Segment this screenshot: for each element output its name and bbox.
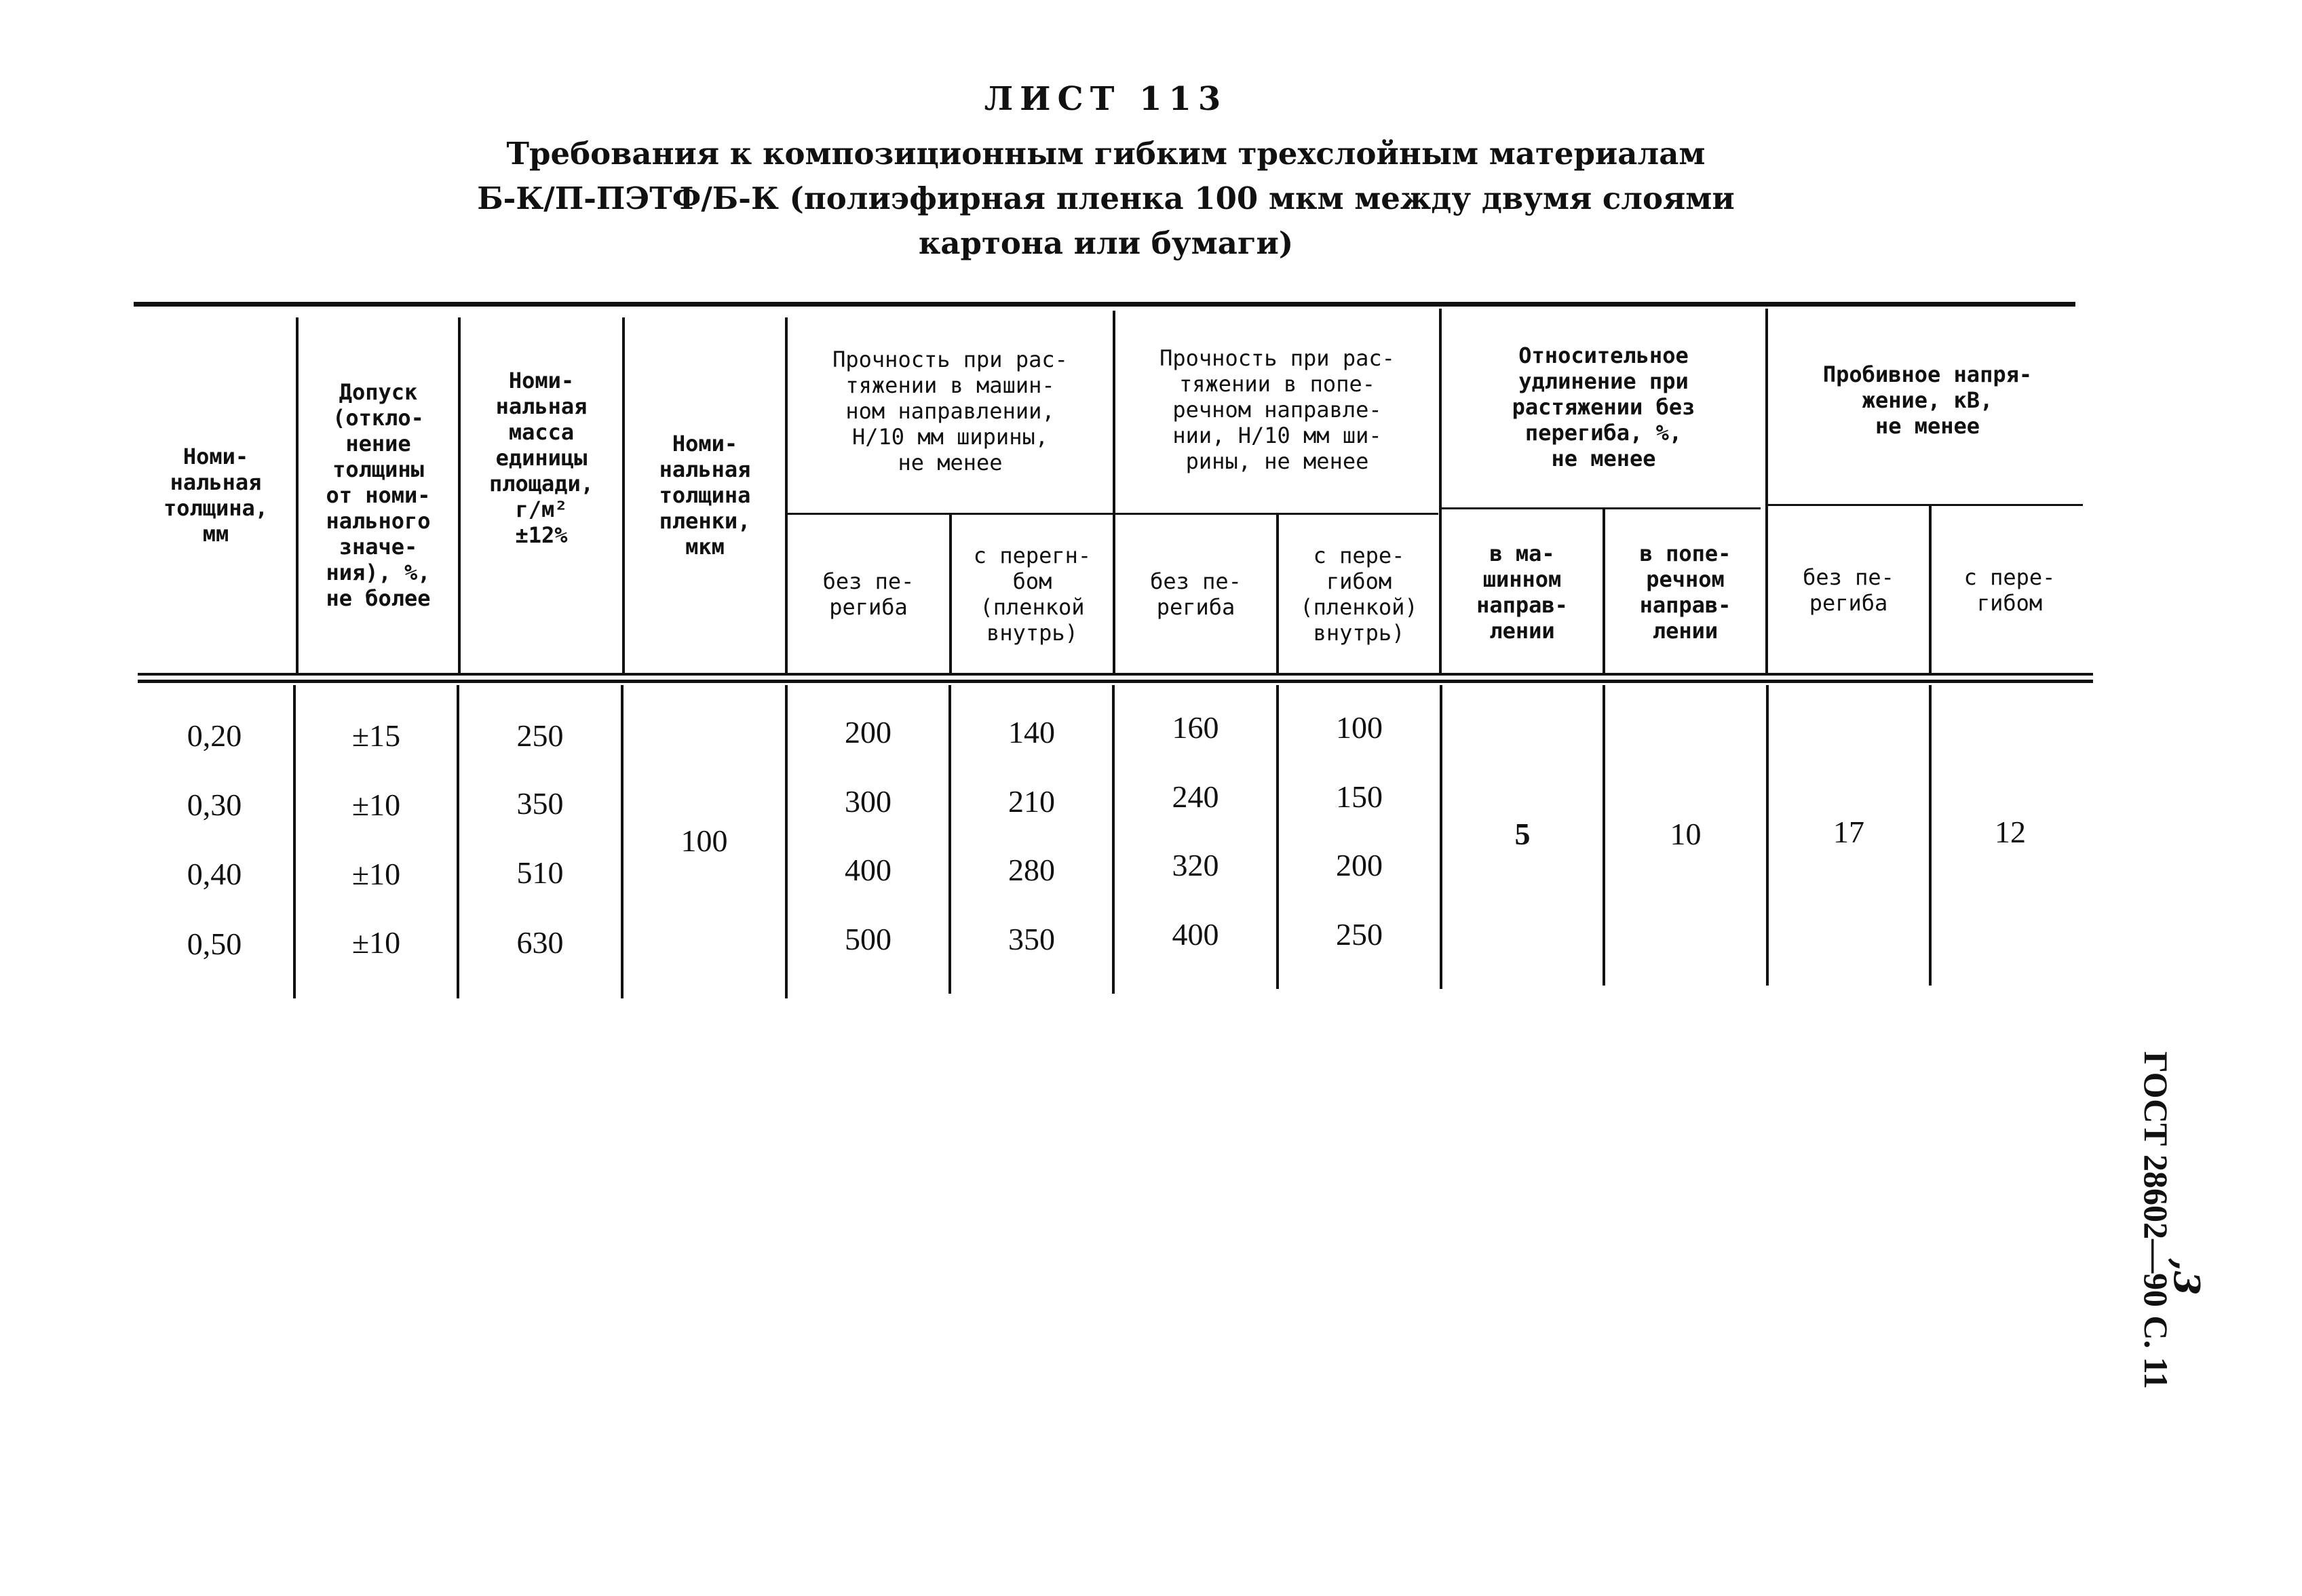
header-strength-machine: Прочность при рас- тяжении в машин- ном направлении, Н/10 мм ширины, не менее (832, 347, 1068, 475)
handwritten-mark: ,3 (2165, 1258, 2207, 1296)
cell-mass: 630 (516, 925, 564, 960)
cell-strength-cross-no-fold: 400 (1172, 917, 1219, 952)
cell-elongation-cross: 10 (1670, 817, 1702, 851)
cell-strength-cross-no-fold: 160 (1172, 710, 1219, 745)
header-strength-cross: Прочность при рас- тяжении в попе- речном направле- нии, Н/10 мм ши- рины, не менее (1159, 345, 1395, 474)
cell-strength-cross-no-fold: 240 (1172, 779, 1219, 814)
cell-strength-cross-fold: 200 (1336, 848, 1383, 882)
cell-strength-machine-fold: 140 (1008, 715, 1055, 750)
header-nominal-mass: Номи- нальная масса единицы площади, г/м² ±12% (488, 368, 594, 548)
cell-tolerance: ±10 (351, 787, 401, 822)
cell-strength-machine-no-fold: 300 (845, 784, 891, 819)
cell-tolerance: ±10 (351, 857, 401, 891)
header-strength-machine-fold: с перегн- бом (пленкой внутрь) (973, 543, 1092, 646)
cell-strength-cross-no-fold: 320 (1172, 848, 1219, 882)
header-elongation-cross: в попе- речном направ- лении (1639, 540, 1731, 644)
header-nominal-thickness: Номи- нальная толщина, мм (163, 444, 269, 547)
cell-strength-machine-no-fold: 500 (845, 922, 891, 956)
subheader-rule-elongation (1442, 507, 1761, 509)
sheet-title: ЛИСТ 113 (984, 80, 1228, 118)
cell-mass: 350 (516, 786, 564, 821)
cell-strength-machine-fold: 350 (1008, 922, 1055, 956)
cell-breakdown-no-fold: 17 (1833, 815, 1864, 849)
cell-elongation-machine: 5 (1514, 817, 1531, 851)
header-strength-cross-no-fold: без пе- региба (1150, 568, 1242, 620)
cell-strength-machine-no-fold: 200 (845, 715, 891, 750)
cell-thickness: 0,50 (187, 927, 242, 961)
header-strength-cross-fold: с пере- гибом (пленкой) внутрь) (1300, 543, 1418, 646)
cell-strength-machine-fold: 280 (1008, 853, 1055, 887)
cell-strength-cross-fold: 100 (1336, 710, 1383, 745)
cell-breakdown-fold: 12 (1995, 815, 2026, 849)
cell-strength-machine-no-fold: 400 (845, 853, 891, 887)
header-elongation: Относительное удлинение при растяжении без перегиба, %, не менее (1512, 343, 1695, 471)
cell-film-thickness: 100 (680, 823, 728, 858)
cell-strength-cross-fold: 250 (1336, 917, 1383, 952)
document-reference-label: ГОСТ 28602—90 С. 11 (2137, 1051, 2175, 1389)
header-breakdown-fold: с пере- гибом (1963, 564, 2056, 616)
subheader-rule-breakdown (1767, 504, 2083, 506)
header-breakdown-no-fold: без пе- региба (1803, 564, 1894, 616)
cell-thickness: 0,20 (187, 718, 242, 753)
header-bottom-rule-second (138, 680, 2093, 683)
header-elongation-machine: в ма- шинном направ- лении (1476, 540, 1568, 644)
cell-strength-cross-fold: 150 (1336, 779, 1383, 814)
document-title-line-2: Б-К/П-ПЭТФ/Б-К (полиэфирная пленка 100 мкм между двумя слоями (477, 180, 1735, 216)
cell-tolerance: ±15 (351, 718, 401, 753)
cell-thickness: 0,30 (187, 787, 242, 822)
cell-strength-machine-fold: 210 (1008, 784, 1055, 819)
header-bottom-rule (138, 673, 2093, 676)
header-breakdown-voltage: Пробивное напря- жение, кВ, не менее (1822, 362, 2033, 439)
cell-thickness: 0,40 (187, 857, 242, 891)
cell-mass: 510 (516, 855, 564, 890)
header-film-thickness: Номи- нальная толщина пленки, мкм (659, 431, 751, 560)
document-title-line-1: Требования к композиционным гибким трехслойным материалам (506, 136, 1706, 172)
header-tolerance: Допуск (откло- нение толщины от номи- нального значе- ния), %, не более (326, 379, 431, 611)
header-strength-machine-no-fold: без пе- региба (822, 568, 915, 620)
table-top-rule (134, 302, 2075, 307)
cell-mass: 250 (516, 718, 564, 753)
cell-tolerance: ±10 (351, 925, 401, 960)
document-title-line-3: картона или бумаги) (918, 225, 1294, 261)
